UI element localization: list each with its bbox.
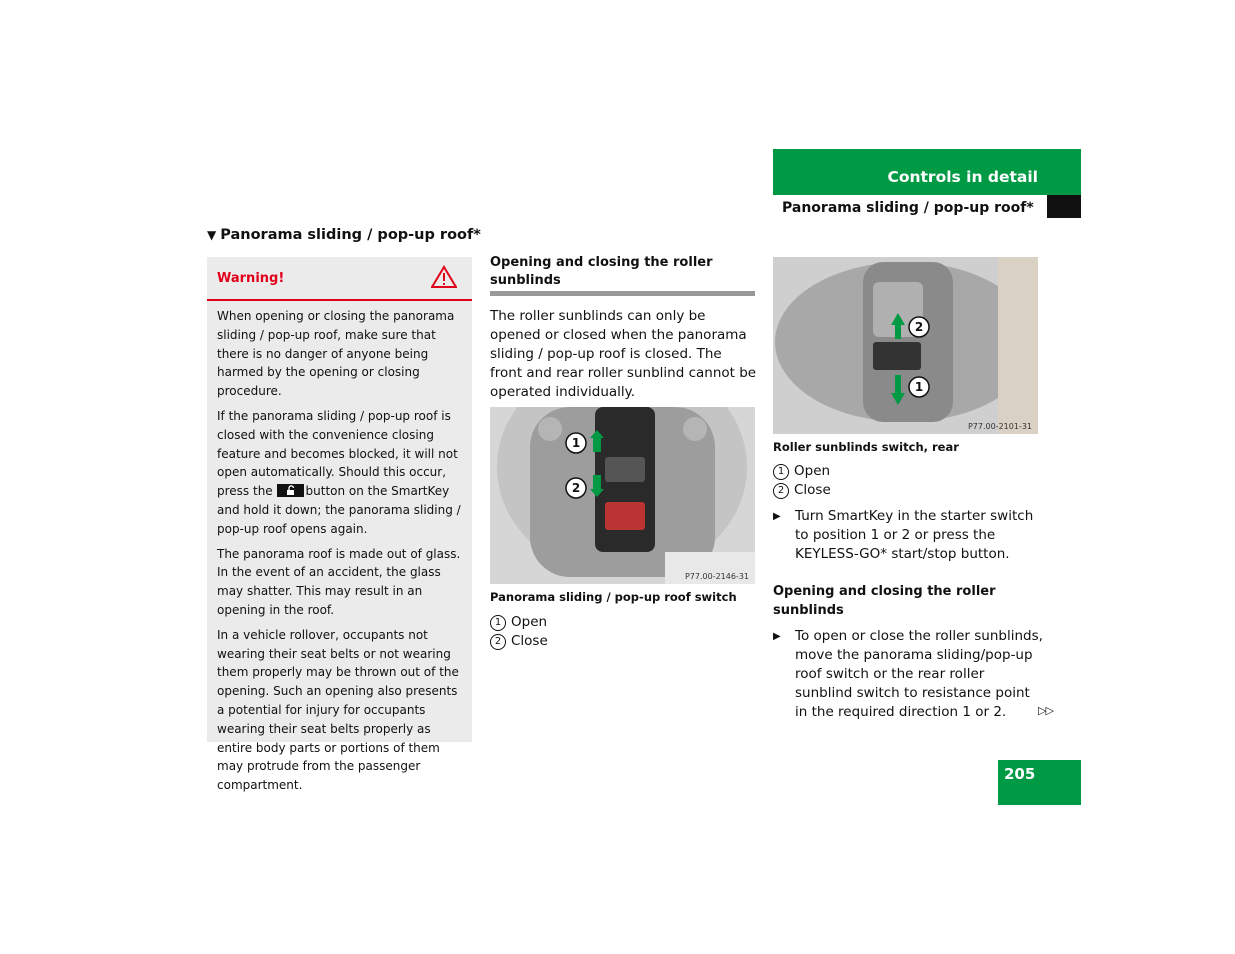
legend-item bbox=[490, 613, 548, 632]
legend-label: Open bbox=[511, 614, 548, 630]
instruction-text: To open or close the roller sunblinds, move the panorama sliding/pop-up roof switch or the rear roller sunblind switch to resistance point in the required direction 1 or 2. bbox=[795, 628, 1043, 720]
figure-caption: Panorama sliding / pop-up roof switch bbox=[490, 590, 737, 604]
warning-body bbox=[217, 307, 465, 801]
svg-text:1: 1 bbox=[571, 436, 581, 450]
page-number: 205 bbox=[1004, 765, 1036, 783]
callout-number: 1 bbox=[490, 615, 506, 631]
roof-switch-illustration bbox=[490, 407, 755, 584]
warning-paragraph: The panorama roof is made out of glass. In the event of an accident, the glass may shatter. This may result in an opening in the roof. bbox=[217, 546, 461, 617]
legend-item bbox=[773, 462, 831, 481]
callout-number: 2 bbox=[773, 483, 789, 499]
instruction-step bbox=[773, 507, 1043, 564]
warning-header bbox=[207, 257, 472, 301]
warning-title: Warning! bbox=[217, 271, 285, 286]
rear-switch-illustration bbox=[773, 257, 1038, 434]
svg-text:1: 1 bbox=[914, 380, 924, 394]
continued-arrows-icon: ▷▷ bbox=[1038, 704, 1053, 717]
section-title-text: Panorama sliding / pop-up roof* bbox=[220, 227, 481, 243]
legend-label: Open bbox=[794, 463, 831, 479]
figure-legend bbox=[490, 613, 548, 651]
legend-label: Close bbox=[511, 633, 548, 649]
warning-paragraph bbox=[217, 407, 465, 539]
bullet-arrow-icon: ▶ bbox=[773, 511, 781, 522]
chapter-header-band bbox=[773, 149, 1081, 195]
warning-paragraph: When opening or closing the panorama sliding / pop-up roof, make sure that there is no danger of anyone being harmed by the opening or closing procedure. bbox=[217, 309, 455, 399]
section-title bbox=[207, 227, 481, 243]
thumb-index-marker bbox=[1047, 195, 1081, 218]
figure-code: P77.00-2101-31 bbox=[967, 422, 1032, 431]
running-section-title: Panorama sliding / pop-up roof* bbox=[782, 200, 1034, 216]
figure-caption: Roller sunblinds switch, rear bbox=[773, 440, 959, 454]
heading-rule bbox=[490, 291, 755, 296]
roof-switch-photo bbox=[490, 407, 755, 584]
rear-sunblind-switch-photo bbox=[773, 257, 1038, 434]
svg-text:2: 2 bbox=[571, 481, 581, 495]
bullet-arrow-icon: ▶ bbox=[773, 631, 781, 642]
callout-number: 1 bbox=[773, 464, 789, 480]
legend-item bbox=[490, 632, 548, 651]
warning-paragraph-tail: button on the SmartKey and hold it down; the panorama sliding / pop-up roof opens again. bbox=[217, 484, 461, 536]
page-number-box bbox=[998, 760, 1081, 805]
body-paragraph: The roller sunblinds can only be opened or closed when the panorama sliding / pop-up roof is closed. The front and rear roller sunblind cannot be operated individually. bbox=[490, 308, 757, 400]
subheading-roller-sunblinds: Opening and closing the roller sunblinds bbox=[490, 255, 713, 288]
triangle-marker-icon: ▼ bbox=[207, 228, 217, 242]
chapter-title: Controls in detail bbox=[887, 168, 1038, 186]
svg-text:2: 2 bbox=[914, 320, 924, 334]
legend-label: Close bbox=[794, 482, 831, 498]
warning-paragraph-lead: If the panorama sliding / pop-up roof is closed with the convenience closing feature and becomes blocked, it will not open automatically. Should this occur, press the bbox=[217, 408, 458, 499]
instruction-text: Turn SmartKey in the starter switch to position 1 or 2 or press the KEYLESS-GO* start/stop button. bbox=[795, 508, 1034, 562]
figure-code: P77.00-2146-31 bbox=[684, 572, 749, 581]
warning-paragraph: In a vehicle rollover, occupants not wearing their seat belts or not wearing them properly may be thrown out of the opening. Such an opening also presents a potential for injury for occupants wearing their seat belts properly as entire body parts or portions of them may protrude from the passenger compartment. bbox=[217, 627, 459, 793]
warning-box bbox=[207, 257, 472, 793]
unlock-key-icon bbox=[277, 484, 304, 497]
callout-number: 2 bbox=[490, 634, 506, 650]
instruction-step bbox=[773, 627, 1043, 722]
subheading-roller-sunblinds: Opening and closing the roller sunblinds bbox=[773, 584, 996, 618]
warning-triangle-icon bbox=[431, 265, 457, 293]
figure-legend bbox=[773, 462, 831, 500]
legend-item bbox=[773, 481, 831, 500]
